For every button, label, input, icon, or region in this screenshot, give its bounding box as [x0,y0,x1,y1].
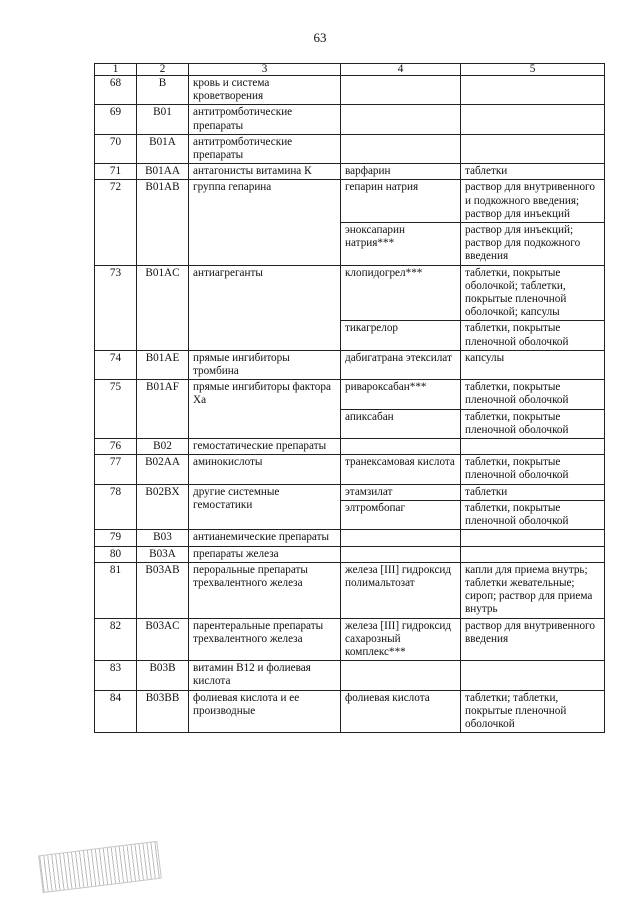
atc-group-name: другие системные гемостатики [189,484,341,530]
table-row [95,690,605,733]
table-row [95,546,605,562]
atc-group-name: кровь и система кроветворения [189,76,341,105]
row-number: 78 [95,484,137,530]
drug-name [341,439,461,455]
dosage-form [461,530,605,546]
atc-code: B03AC [137,618,189,661]
dosage-form [461,661,605,690]
column-header: 5 [461,64,605,76]
dosage-form: таблетки [461,164,605,180]
row-number: 77 [95,455,137,484]
atc-group-name: гемостатические препараты [189,439,341,455]
table-row [95,562,605,618]
row-number: 73 [95,265,137,350]
dosage-form: таблетки, покрытые пленочной оболочкой [461,500,605,529]
atc-code: B01AB [137,180,189,265]
drug-name: варфарин [341,164,461,180]
atc-code: B03AB [137,562,189,618]
dosage-form: капли для приема внутрь; таблетки жевательные; сироп; раствор для приема внутрь [461,562,605,618]
table-row [95,164,605,180]
atc-code: B01AA [137,164,189,180]
atc-code: B02 [137,439,189,455]
drug-name: железа [III] гидроксид сахарозный комплекс*** [341,618,461,661]
drug-name [341,530,461,546]
table-row [95,618,605,661]
drug-name: элтромбопаг [341,500,461,529]
table-row [95,661,605,690]
row-number: 81 [95,562,137,618]
row-number: 76 [95,439,137,455]
atc-group-name: фолиевая кислота и ее производные [189,690,341,733]
dosage-form: таблетки, покрытые пленочной оболочкой [461,321,605,350]
dosage-form: таблетки [461,484,605,500]
atc-code: B [137,76,189,105]
column-header: 4 [341,64,461,76]
drug-name: апиксабан [341,409,461,438]
atc-code: B01AE [137,350,189,379]
column-header: 2 [137,64,189,76]
column-header: 1 [95,64,137,76]
table-row [95,530,605,546]
drug-table [94,63,605,733]
row-number: 71 [95,164,137,180]
drug-name [341,661,461,690]
drug-name: этамзилат [341,484,461,500]
atc-code: B03A [137,546,189,562]
column-number-row [95,64,605,76]
row-number: 72 [95,180,137,265]
dosage-form [461,105,605,134]
row-number: 82 [95,618,137,661]
row-number: 74 [95,350,137,379]
dosage-form: таблетки; таблетки, покрытые пленочной оболочкой [461,690,605,733]
drug-name: железа [III] гидроксид полимальтозат [341,562,461,618]
atc-code: B01A [137,134,189,163]
column-header: 3 [189,64,341,76]
row-number: 83 [95,661,137,690]
dosage-form: таблетки, покрытые пленочной оболочкой [461,380,605,409]
row-number: 68 [95,76,137,105]
drug-name: тикагрелор [341,321,461,350]
atc-group-name: пероральные препараты трехвалентного железа [189,562,341,618]
drug-name [341,546,461,562]
atc-code: B02BX [137,484,189,530]
atc-group-name: препараты железа [189,546,341,562]
atc-code: B01AF [137,380,189,439]
dosage-form: раствор для внутривенного и подкожного введения; раствор для инъекций [461,180,605,223]
row-number: 69 [95,105,137,134]
dosage-form: раствор для внутривенного введения [461,618,605,661]
atc-code: B01AC [137,265,189,350]
table-row [95,439,605,455]
dosage-form: таблетки, покрытые оболочкой; таблетки, покрытые пленочной оболочкой; капсулы [461,265,605,321]
atc-code: B03B [137,661,189,690]
table-row [95,484,605,500]
drug-name: ривароксабан*** [341,380,461,409]
table-row [95,455,605,484]
row-number: 75 [95,380,137,439]
atc-group-name: прямые ингибиторы фактора Ха [189,380,341,439]
atc-group-name: аминокислоты [189,455,341,484]
table-row [95,380,605,409]
row-number: 84 [95,690,137,733]
drug-name: клопидогрел*** [341,265,461,321]
drug-name [341,105,461,134]
table-row [95,265,605,321]
dosage-form [461,134,605,163]
table-row [95,105,605,134]
atc-group-name: антиагреганты [189,265,341,350]
row-number: 79 [95,530,137,546]
dosage-form: таблетки, покрытые пленочной оболочкой [461,455,605,484]
table-row [95,180,605,223]
dosage-form [461,546,605,562]
drug-name: гепарин натрия [341,180,461,223]
atc-code: B02AA [137,455,189,484]
atc-code: B03 [137,530,189,546]
dosage-form: раствор для инъекций; раствор для подкожного введения [461,223,605,266]
atc-code: B01 [137,105,189,134]
page-number: 63 [313,30,327,45]
atc-group-name: антитромботические препараты [189,105,341,134]
dosage-form: таблетки, покрытые пленочной оболочкой [461,409,605,438]
table-row [95,134,605,163]
atc-group-name: парентеральные препараты трехвалентного железа [189,618,341,661]
table-row [95,350,605,379]
atc-group-name: прямые ингибиторы тромбина [189,350,341,379]
table-body [95,76,605,733]
atc-group-name: витамин B12 и фолиевая кислота [189,661,341,690]
atc-code: B03BB [137,690,189,733]
dosage-form [461,76,605,105]
drug-name: дабигатрана этексилат [341,350,461,379]
atc-group-name: антагонисты витамина К [189,164,341,180]
row-number: 70 [95,134,137,163]
dosage-form [461,439,605,455]
stamp-image [38,841,162,893]
row-number: 80 [95,546,137,562]
drug-name: эноксапарин натрия*** [341,223,461,266]
table-row [95,76,605,105]
dosage-form: капсулы [461,350,605,379]
atc-group-name: группа гепарина [189,180,341,265]
drug-name: транексамовая кислота [341,455,461,484]
drug-name [341,76,461,105]
drug-name: фолиевая кислота [341,690,461,733]
atc-group-name: антитромботические препараты [189,134,341,163]
drug-name [341,134,461,163]
atc-group-name: антианемические препараты [189,530,341,546]
